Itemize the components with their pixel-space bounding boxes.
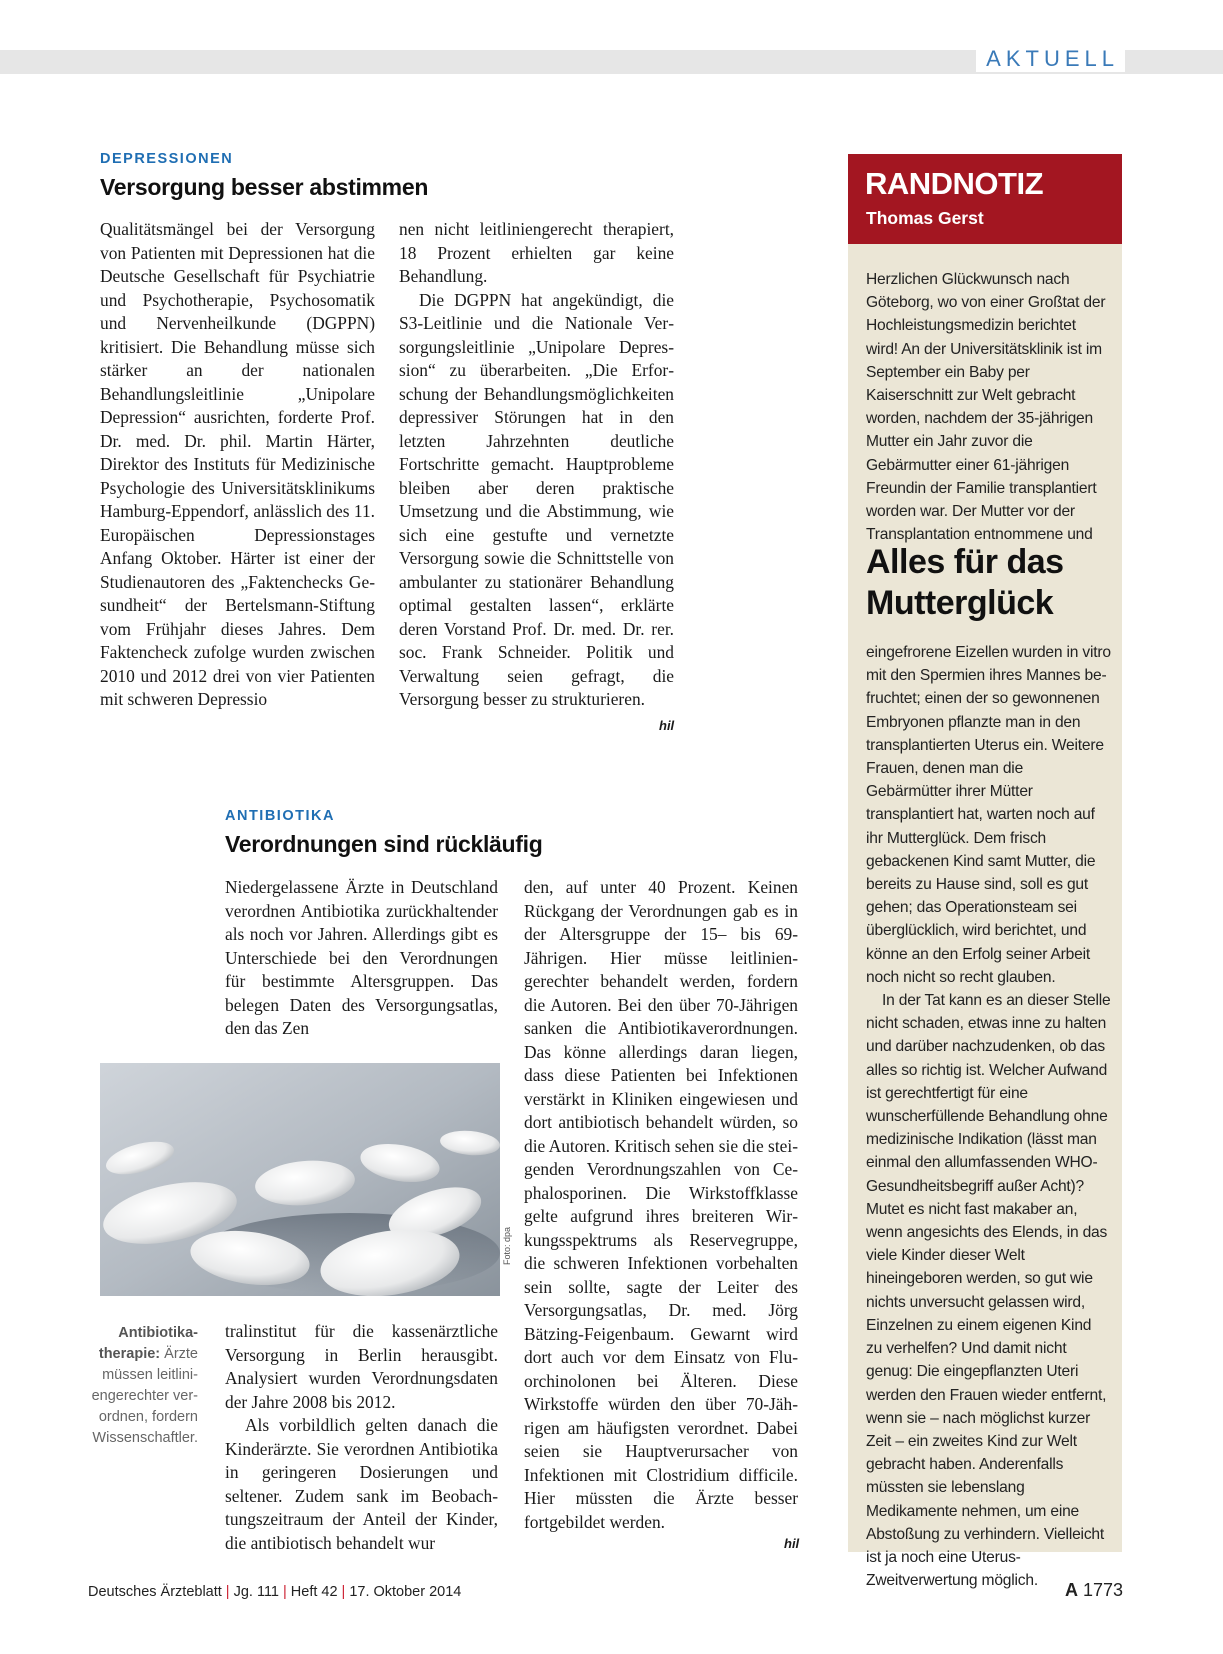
randnotiz-big-headline: Alles für das Mutterglück — [866, 543, 1064, 622]
pills-image — [100, 1063, 500, 1296]
footer-issue: Heft 42 — [290, 1584, 338, 1600]
footer-separator: | — [225, 1584, 230, 1600]
page-number — [1065, 1580, 1123, 1601]
photo-credit: Foto: dpa — [502, 1226, 512, 1265]
caption-lead: Antibiotikatherapie: — [98, 1325, 198, 1362]
article2-paragraph: Als vorbildlich gelten danach die Kinderärzte. Sie verordnen Antibiotika in geringeren Dosierungen und seltener. Zudem sank im Beobachtungszeitraum der Anteil der Kinder, die antibiotisch behandelt wur — [225, 1415, 498, 1553]
article1-signature: hil — [659, 718, 675, 733]
footer-citation — [88, 1584, 461, 1600]
randnotiz-paragraph: In der Tat kann es an dieser Stelle nicht schaden, etwas inne zu halten und darüber nachzudenken, ob das alles so richtig ist. Welcher Aufwand ist gerechtfertigt für eine wunscherfüllende Behandlung ohne medizinische Indikation (lässt man einmal den allumfassenden WHO-Gesundheitsbegriff außer Acht)? Mutet es nicht fast makaber an, wenn angesichts des Elends, in das viele Kinder dieser Welt hineingeboren werden, so gut wie nichts unversucht gelassen wird, Einzelnen zu einem eigenen Kind zu verhelfen? Und damit nicht genug: Die eingepflanzten Uteri werden den Frauen wieder entfernt, wenn sie – nach möglichst kurzer Zeit – ein zweites Kind zur Welt gebracht haben. Anderenfalls müssten sie lebenslang Medikamente nehmen, um eine Abstoßung zu verhindern. Vielleicht ist ja noch eine Uterus-Zweitverwertung möglich. — [866, 992, 1111, 1590]
randnotiz-paragraph: Herzlichen Glückwunsch nach Göteborg, wo von einer Großtat der Hochleistungsmedizin berichtet wird! An der Universitätsklinik ist im September ein Baby per Kaiserschnitt zur Welt gebracht worden, nachdem der 35-jährigen Mutter ein Jahr zuvor die Gebärmutter einer 61-jährigen Freundin der Familie transplantiert worden war. Der Mutter vor der Transplantation entnommene und — [866, 271, 1106, 544]
randnotiz-column-top — [866, 268, 1111, 546]
footer-separator: | — [341, 1584, 346, 1600]
footer-journal: Deutsches Ärzteblatt — [88, 1584, 222, 1600]
article2-paragraph: Niedergelassene Ärzte in Deutschland verordnen Antibiotika zurückhaltender als noch vor Jahren. Allerdings gibt es Unterschiede bei den Verordnungen für bestimmte Altersgruppen. Das belegen Daten des Versorgungsatlas, den das Zen — [225, 877, 498, 1038]
article1-paragraph: Qualitätsmängel bei der Versorgung von Patienten mit Depressionen hat die Deutsche Gesellschaft für Psychiatrie und Psychotherapie, Psychosomatik und Nervenheilkunde (DGPPN) kritisiert. Die Behandlung müsse sich stärker an der nationalen Behandlungsleitlinie „Unipolare Depression“ ausrichten, forderte Prof. Dr. med. Dr. phil. Martin Härter, Direktor des Instituts für Medizinische Psychologie des Universitätsklinikums Hamburg-Eppendorf, anlässlich des 11. Europäischen Depressionstages Anfang Oktober. Härter ist einer der Studienautoren des „Faktenchecks Gesundheit“ der Bertelsmann-Stiftung vom Frühjahr dieses Jahres. Dem Faktencheck zufolge wurden zwischen 2010 und 2012 drei von vier Patienten mit schweren Depressio — [100, 219, 375, 709]
page-number-value: 1773 — [1082, 1580, 1123, 1600]
article2-kicker: ANTIBIOTIKA — [225, 808, 335, 824]
pills-photo — [100, 1063, 500, 1296]
article2-headline: Verordnungen sind rückläufig — [225, 831, 543, 857]
article2-paragraph: tralinstitut für die kassenärztliche Versorgung in Berlin herausgibt. Analysiert wurden Verordnungsdaten der Jahre 2008 bis 2012. — [225, 1321, 498, 1412]
section-label: AKTUELL — [976, 46, 1125, 72]
article2-signature: hil — [784, 1536, 800, 1551]
article1-paragraph: Die DGPPN hat angekündigt, die S3-Leitlinie und die Nationale Versorgungsleitlinie „Unipolare Depression“ zu überarbeiten. „Die Erforschung der Behandlungsmöglichkeiten depressiver Störungen hat in den letzten Jahrzehnten deutliche Fortschritte gemacht. Hauptprobleme bleiben aber deren praktische Umsetzung und die Abstimmung, wie sich eine gestufte und vernetzte Versorgung sowie die Schnittstelle von ambulanter zu stationärer Behandlung optimal gestalten lassen“, erklärte deren Vorstand Prof. Dr. med. Dr. rer. soc. Frank Schneider. Politik und Verwaltung seien gefragt, die Versorgung besser zu strukturieren. — [399, 289, 674, 709]
caption-text: Ärzte müssen leitliniengerechter verordnen, fordern Wissenschaftler. — [91, 1346, 198, 1446]
article1-column-1 — [100, 218, 375, 712]
article2-column-2 — [524, 876, 798, 1534]
article2-column-1-bottom — [225, 1320, 498, 1555]
article1-kicker: DEPRESSIONEN — [100, 151, 234, 167]
randnotiz-column-bottom — [866, 641, 1111, 1592]
page-prefix: A — [1064, 1580, 1078, 1600]
article2-column-1-top — [225, 876, 498, 1041]
footer-volume: Jg. 111 — [233, 1584, 279, 1600]
article1-headline: Versorgung besser abstimmen — [100, 174, 429, 200]
article2-paragraph: den, auf unter 40 Prozent. Keinen Rückgang der Verordnungen gab es in der Altersgruppe der 15– bis 69-Jährigen. Hier müsse leitliniengerechter behandelt werden, fordern die Autoren. Bei den über 70-Jährigen sanken die Antibiotikaverordnungen. Das könne allerdings daran liegen, dass diese Patienten bei Infektionen verstärkt in Kliniken eingewiesen und dort antibiotisch behandelt würden, so die Autoren. Kritisch sehen sie die steigenden Verordnungszahlen von Cephalosporinen. Die Wirkstoffklasse gelte aufgrund ihres breiteren Wirkungsspektrums als Reservegruppe, die schweren Infektionen vorbehalten sein sollte, sagte der Leiter des Versorgungsatlas, Dr. med. Jörg Bätzing-Feigenbaum. Gewarnt wird dort auch vor dem Einsatz von Fluorchinolonen bei Älteren. Diese Wirkstoffe würden den über 70-Jährigen am häufigsten verordnet. Dabei seien sie Hauptverursacher von Infektionen mit Clostridium difficile. Hier müssten die Ärzte besser fortgebildet werden. — [524, 877, 798, 1532]
randnotiz-title: RANDNOTIZ — [865, 166, 1044, 201]
randnotiz-header — [848, 154, 1122, 244]
photo-caption — [80, 1323, 198, 1449]
randnotiz-author: Thomas Gerst — [866, 208, 984, 228]
article1-column-2 — [399, 218, 674, 712]
article1-paragraph: nen nicht leitliniengerecht therapiert, 18 Prozent erhielten gar keine Behandlung. — [399, 219, 674, 286]
randnotiz-paragraph: eingefrorene Eizellen wurden in vitro mit den Spermien ihres Mannes befruchtet; einen der so gewonnenen Embryonen pflanzte man in den transplantierten Uterus ein. Weitere Frauen, denen man die Gebärmütter ihrer Mütter transplantiert hat, warten noch auf ihr Mutterglück. Dem frisch gebackenen Kind samt Mutter, die bereits zu Hause sind, soll es gut gehen; das Operationsteam sei überglücklich, wird berichtet, und könne an den Erfolg seiner Arbeit noch nicht so recht glauben. — [866, 644, 1111, 986]
footer-separator: | — [283, 1584, 287, 1600]
footer-date: 17. Oktober 2014 — [349, 1584, 462, 1600]
